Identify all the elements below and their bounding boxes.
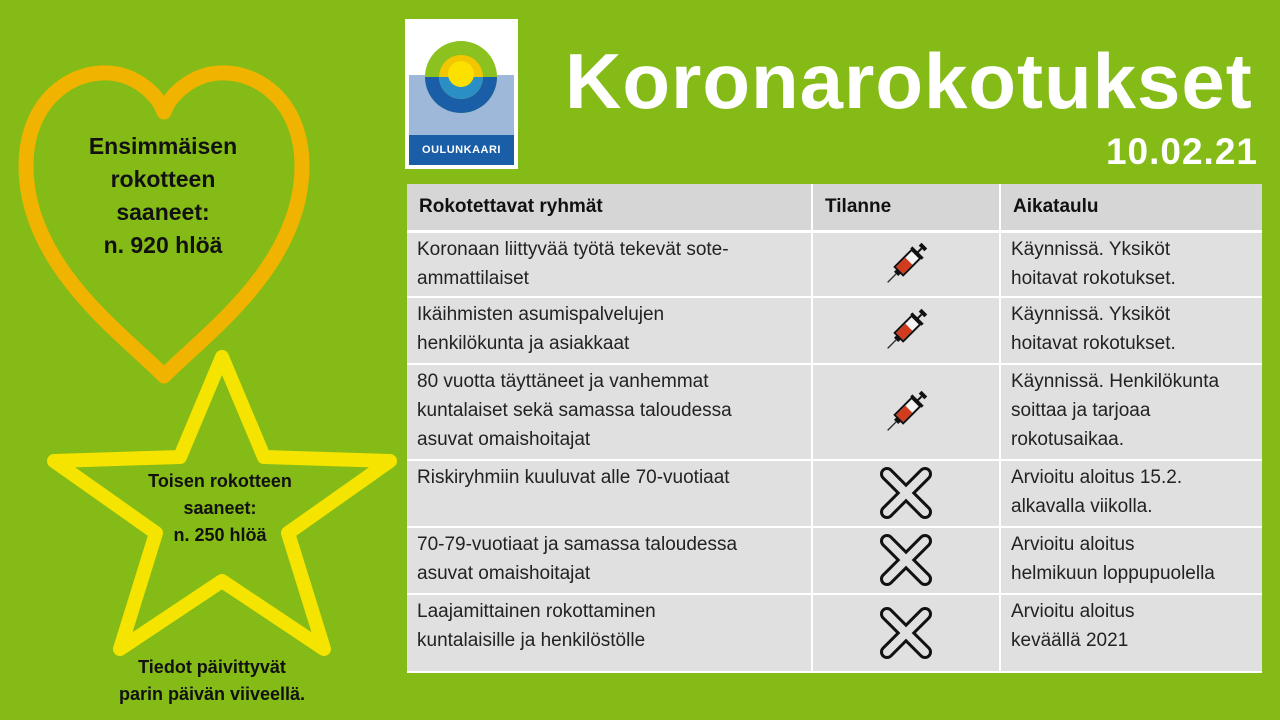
status-cell	[812, 232, 1000, 297]
status-cell	[812, 527, 1000, 594]
group-cell	[407, 297, 812, 364]
schedule-text: hoitavat rokotukset.	[1011, 332, 1176, 354]
oulunkaari-logo	[405, 19, 518, 169]
schedule-text: Käynnissä. Henkilökunta	[1011, 370, 1220, 392]
schedule-text: rokotusaikaa.	[1011, 428, 1125, 450]
first-dose-line-2: rokotteen	[110, 166, 216, 192]
schedule-text: Arvioitu aloitus	[1011, 533, 1135, 555]
group-text: henkilökunta ja asiakkaat	[417, 332, 630, 354]
update-note	[62, 654, 362, 708]
group-text: Riskiryhmiin kuuluvat alle 70-vuotiaat	[417, 466, 730, 488]
logo-emblem-icon	[405, 19, 518, 139]
group-text: 70-79-vuotiaat ja samassa taloudessa	[417, 533, 738, 555]
update-note-line-1: Tiedot päivittyvät	[138, 657, 286, 677]
header-status: Tilanne	[812, 184, 1000, 232]
table-header-row	[407, 184, 1262, 232]
schedule-cell	[1000, 232, 1262, 297]
schedule-text: keväällä 2021	[1011, 629, 1129, 651]
table-row	[407, 232, 1262, 297]
second-dose-stat	[110, 468, 330, 549]
x-icon	[877, 466, 935, 520]
update-note-line-2: parin päivän viiveellä.	[118, 684, 306, 704]
first-dose-line-3: saaneet:	[116, 199, 210, 225]
status-cell	[812, 297, 1000, 364]
group-cell	[407, 232, 812, 297]
first-dose-count: n. 920 hlöä	[103, 232, 223, 258]
x-icon	[877, 533, 935, 587]
status-cell	[812, 460, 1000, 527]
syringe-icon	[878, 236, 934, 292]
group-text: asuvat omaishoitajat	[417, 428, 591, 450]
schedule-text: Käynnissä. Yksiköt	[1011, 303, 1171, 325]
group-text: 80 vuotta täyttäneet ja vanhemmat	[417, 370, 709, 392]
schedule-cell	[1000, 460, 1262, 527]
page-date: 10.02.21	[1105, 131, 1258, 172]
group-text: Ikäihmisten asumispalvelujen	[417, 303, 665, 325]
first-dose-stat	[33, 130, 293, 262]
schedule-text: soittaa ja tarjoaa	[1011, 399, 1151, 421]
group-text: kuntalaiset sekä samassa taloudessa	[417, 399, 732, 421]
group-text: Koronaan liittyvää työtä tekevät sote-	[417, 239, 729, 260]
status-cell	[812, 364, 1000, 460]
group-cell	[407, 594, 812, 672]
schedule-cell	[1000, 297, 1262, 364]
group-cell	[407, 364, 812, 460]
vaccination-table	[407, 184, 1262, 673]
group-cell	[407, 527, 812, 594]
schedule-text: Käynnissä. Yksiköt	[1011, 239, 1171, 260]
table-row	[407, 527, 1262, 594]
header-schedule: Aikataulu	[1000, 184, 1262, 232]
schedule-text: Arvioitu aloitus	[1011, 600, 1135, 622]
group-text: ammattilaiset	[417, 268, 529, 289]
logo-label: OULUNKAARI	[409, 135, 514, 165]
syringe-icon	[878, 302, 934, 358]
syringe-icon	[878, 384, 934, 440]
group-text: asuvat omaishoitajat	[417, 562, 591, 584]
schedule-text: helmikuun loppupuolella	[1011, 562, 1215, 584]
table-row	[407, 364, 1262, 460]
schedule-cell	[1000, 364, 1262, 460]
header-groups: Rokotettavat ryhmät	[407, 184, 812, 232]
x-icon	[877, 606, 935, 660]
second-dose-count: n. 250 hlöä	[173, 525, 267, 545]
schedule-text: Arvioitu aloitus 15.2.	[1011, 466, 1183, 488]
schedule-text: hoitavat rokotukset.	[1011, 268, 1176, 289]
group-text: kuntalaisille ja henkilöstölle	[417, 629, 646, 651]
second-dose-line-1: Toisen rokotteen	[148, 471, 292, 491]
schedule-cell	[1000, 527, 1262, 594]
table-row	[407, 594, 1262, 672]
schedule-text: alkavalla viikolla.	[1011, 495, 1153, 517]
page-title: Koronarokotukset	[565, 37, 1253, 125]
status-cell	[812, 594, 1000, 672]
group-cell	[407, 460, 812, 527]
first-dose-line-1: Ensimmäisen	[88, 133, 238, 159]
group-text: Laajamittainen rokottaminen	[417, 600, 656, 622]
schedule-cell	[1000, 594, 1262, 672]
table-row	[407, 297, 1262, 364]
table-row	[407, 460, 1262, 527]
second-dose-line-2: saaneet:	[183, 498, 257, 518]
